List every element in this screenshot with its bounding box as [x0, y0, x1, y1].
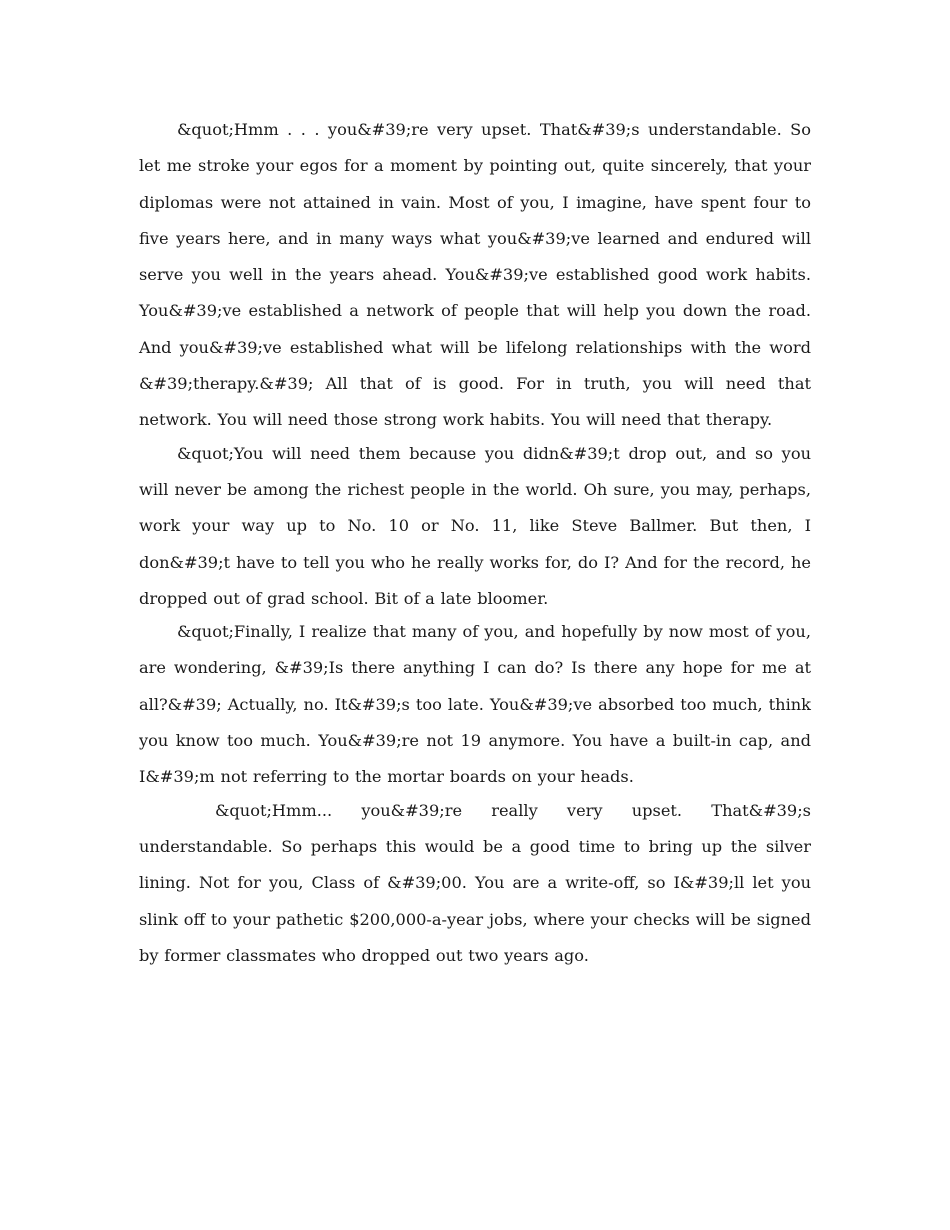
paragraph-4: &quot;Hmm... you&#39;re really very upset. That&#39;s understandable. So perhaps this would be a good time to bring up the silver lining. Not for you, Class of &#39;00. You are a write-off, so I&#39;ll let you slink off to your pathetic $200,000-a-year jobs, where your checks will be signed by former classmates who dropped out two years ago. [139, 800, 811, 965]
paragraph-2: &quot;You will need them because you didn&#39;t drop out, and so you will never be among the richest people in the world. Oh sure, you may, perhaps, work your way up to No. 10 or No. 11, like Steve Ballmer. But then, I don&#39;t have to tell you who he really works for, do I? And for the record, he dropped out of grad school. Bit of a late bloomer. [139, 443, 811, 608]
paragraph-1: &quot;Hmm . . . you&#39;re very upset. That&#39;s understandable. So let me stroke your egos for a moment by pointing out, quite sincerely, that your diplomas were not attained in vain. Most of you, I imagine, have spent four to five years here, and in many ways what you&#39;ve learned and endured will serve you well in the years ahead. You&#39;ve established good work habits. You&#39;ve established a network of people that will help you down the road. And you&#39;ve established what will be lifelong relationships with the word &#39;therapy.&#39; All that of is good. For in truth, you will need that network. You will need those strong work habits. You will need that therapy. [139, 120, 811, 430]
document-page [139, 112, 811, 971]
paragraph-3: &quot;Finally, I realize that many of you, and hopefully by now most of you, are wondering, &#39;Is there anything I can do? Is there any hope for me at all?&#39; Actually, no. It&#39;s too late. You&#39;ve absorbed too much, think you know too much. You&#39;re not 19 anymore. You have a built-in cap, and I&#39;m not referring to the mortar boards on your heads. [139, 622, 811, 787]
